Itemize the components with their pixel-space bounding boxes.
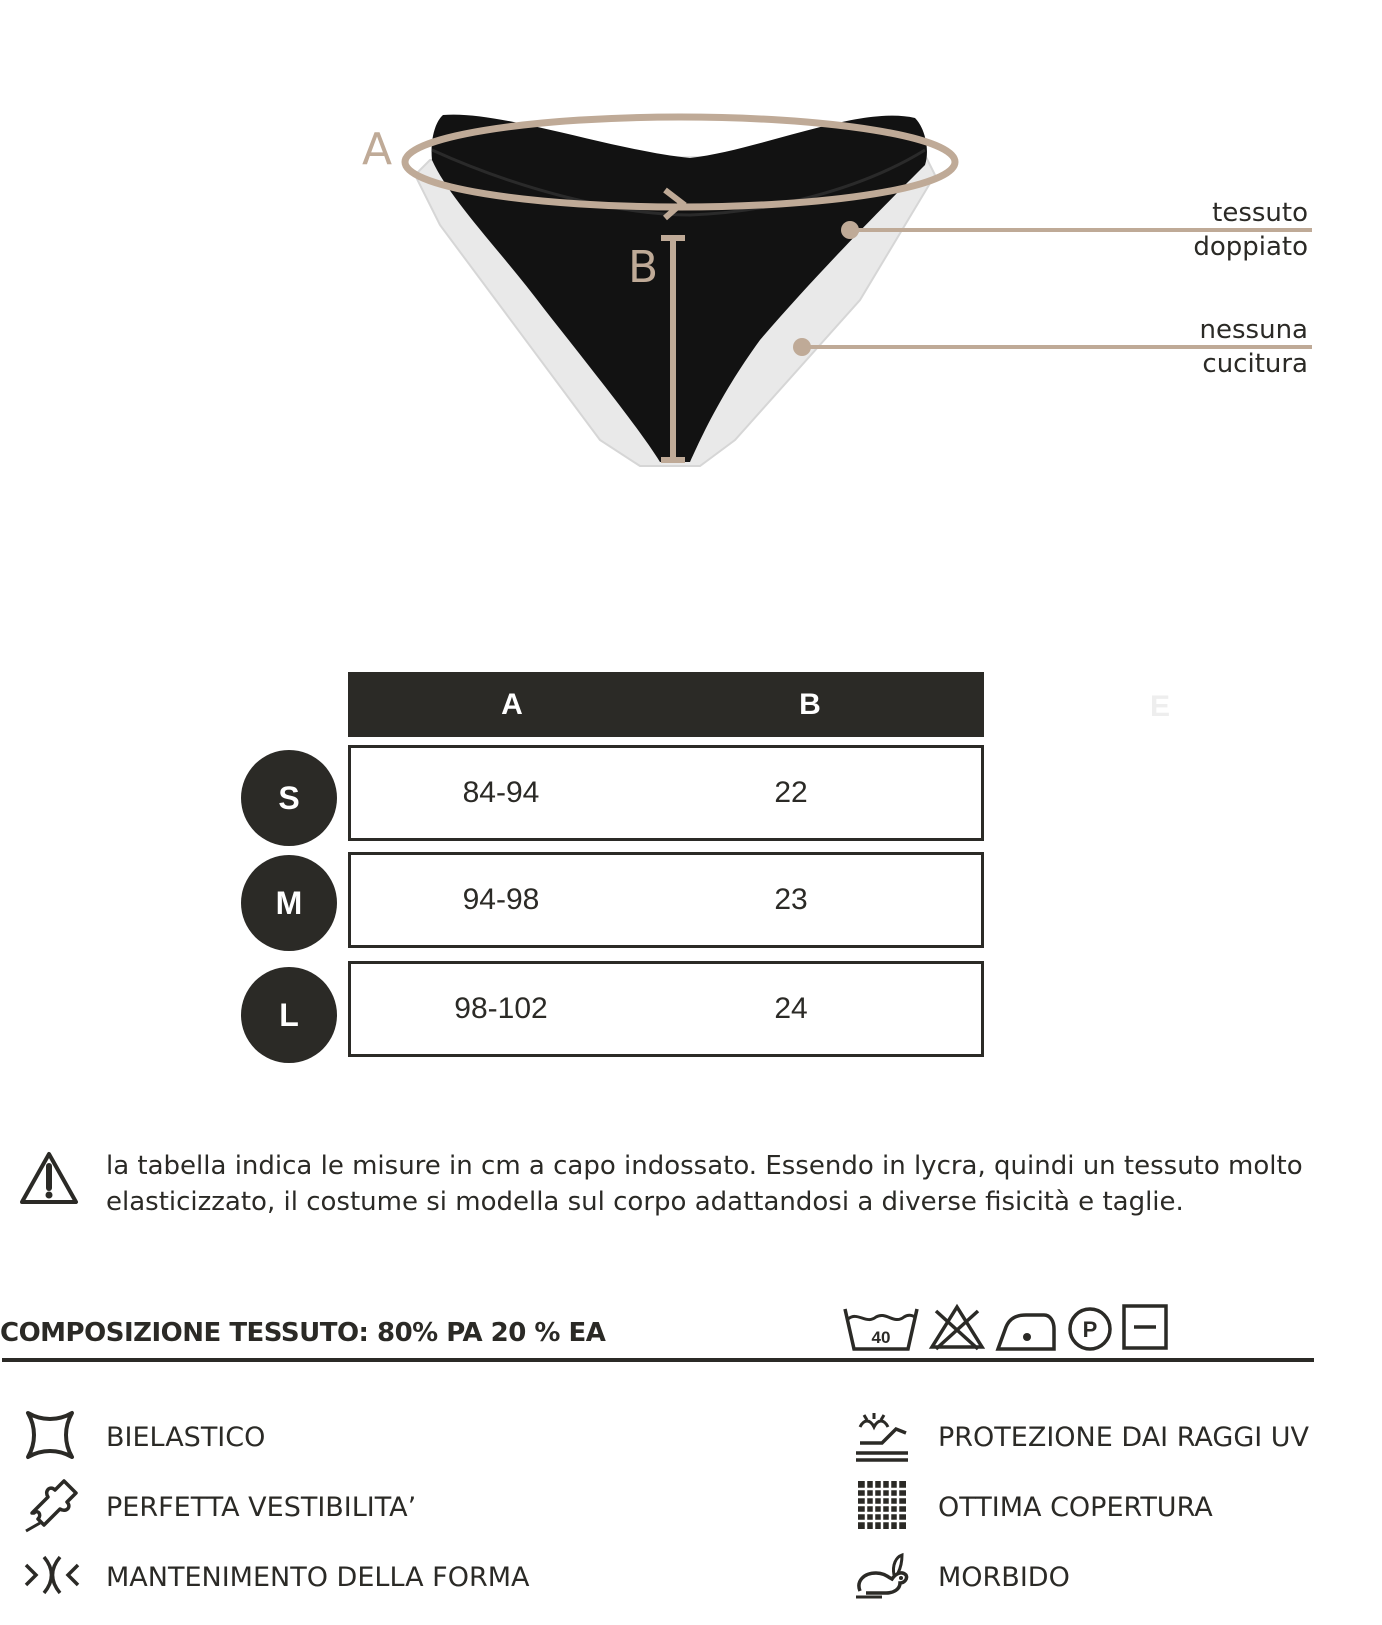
size-badge-m: M <box>241 855 337 951</box>
callout-line2: doppiato <box>1193 232 1308 262</box>
dry-clean-letter: P <box>1082 1317 1098 1342</box>
feature-label-bielastic: BIELASTICO <box>106 1422 266 1453</box>
measure-b-label: B <box>628 242 659 293</box>
no-bleach-icon <box>928 1303 986 1351</box>
callout-line1: nessuna <box>1199 315 1308 345</box>
wash-temp: 40 <box>871 1328 891 1347</box>
cell-b: 23 <box>774 883 808 916</box>
dry-flat-icon <box>1122 1303 1168 1351</box>
fabric-composition: COMPOSIZIONE TESSUTO: 80% PA 20 % EA <box>0 1318 606 1348</box>
rabbit-soft-icon <box>852 1545 912 1605</box>
cell-a: 94-98 <box>462 883 540 916</box>
composition-divider <box>2 1358 1314 1362</box>
table-row <box>348 961 984 1057</box>
size-badge-l: L <box>241 967 337 1063</box>
callout-double-fabric <box>1000 196 1308 264</box>
dry-clean-p-icon <box>1066 1305 1114 1353</box>
uv-protection-icon <box>852 1405 912 1465</box>
callout-no-seams <box>1000 313 1308 381</box>
table-row <box>348 852 984 948</box>
measure-a-label: A <box>362 124 393 175</box>
puzzle-fit-icon <box>22 1475 82 1535</box>
feature-label-uv: PROTEZIONE DAI RAGGI UV <box>938 1422 1310 1453</box>
iron-low-icon <box>994 1305 1058 1353</box>
bielastic-icon <box>20 1405 80 1465</box>
size-table-header <box>348 672 984 737</box>
cell-b: 24 <box>774 992 808 1025</box>
wash-40-icon <box>842 1305 920 1353</box>
feature-label-coverage: OTTIMA COPERTURA <box>938 1492 1213 1523</box>
cell-b: 22 <box>774 776 808 809</box>
header-col-a: A <box>501 688 523 721</box>
size-badge-s: S <box>241 750 337 846</box>
feature-label-soft: MORBIDO <box>938 1562 1070 1593</box>
grid-coverage-icon <box>852 1475 912 1535</box>
feature-label-shape: MANTENIMENTO DELLA FORMA <box>106 1562 530 1593</box>
callout-line2: cucitura <box>1202 349 1308 379</box>
warning-triangle-icon <box>18 1150 80 1206</box>
callout-line1: tessuto <box>1212 198 1308 228</box>
header-col-e: E <box>1149 690 1170 723</box>
shape-retention-icon <box>22 1545 82 1605</box>
garment-diagram <box>0 0 1382 520</box>
cell-a: 98-102 <box>454 992 548 1025</box>
table-row <box>348 745 984 841</box>
cell-a: 84-94 <box>462 776 540 809</box>
size-note-text: la tabella indica le misure in cm a capo indossato. Essendo in lycra, quindi un tessuto molto elasticizzato, il costume si modella sul corpo adattandosi a diverse fisicità e taglie. <box>106 1151 1303 1217</box>
feature-label-fit: PERFETTA VESTIBILITA’ <box>106 1492 417 1523</box>
header-col-b: B <box>799 688 821 721</box>
